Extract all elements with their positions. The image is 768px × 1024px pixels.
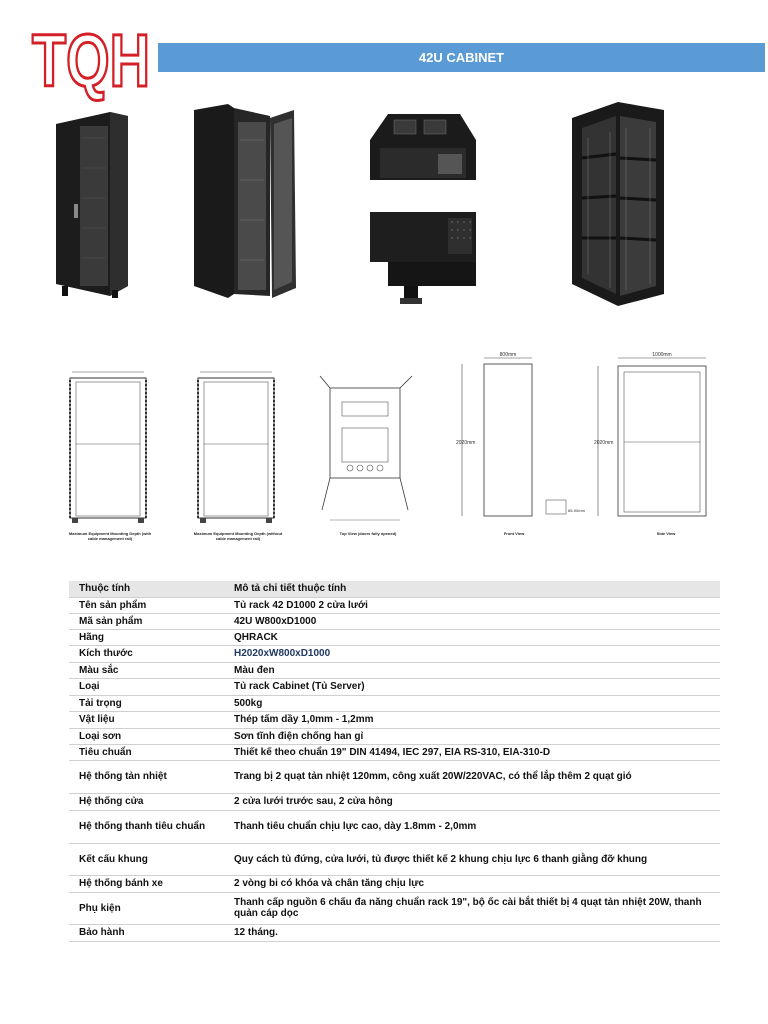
header-attribute: Thuộc tính [69, 581, 224, 597]
attr-label: Phụ kiện [69, 892, 224, 924]
attr-label: Kết cấu khung [69, 843, 224, 875]
caption-with-rail: Maximum Equipment Mounting Depth (with cable management rail) [68, 531, 152, 541]
dim-width-label: 800mm [499, 352, 517, 358]
attr-value: Quy cách tủ đứng, cửa lưới, tủ được thiết kế 2 khung chịu lực 6 thanh giằng đỡ khung [224, 843, 720, 875]
table-row [69, 810, 720, 843]
attr-label: Tiêu chuẩn [69, 744, 224, 760]
attr-value: Thanh cấp nguồn 6 chấu đa năng chuẩn rack 19", bộ ốc cài bắt thiết bị 4 quạt tản nhiệt 20W, thanh quản cáp dọc [224, 892, 720, 924]
attr-label: Hệ thống thanh tiêu chuẩn [69, 810, 224, 843]
dim-depth-label: 1000mm [652, 352, 672, 358]
attr-value: 12 tháng. [224, 924, 720, 941]
dim-height2-label: 2020mm [594, 440, 614, 446]
attr-value: QHRACK [224, 629, 720, 645]
attr-value: 42U W800xD1000 [224, 613, 720, 629]
attr-value: Tủ rack Cabinet (Tủ Server) [224, 678, 720, 695]
table-row [69, 645, 720, 662]
front-drawing-with-rail [62, 368, 156, 526]
caption-without-rail: Maximum Equipment Mounting Depth (without cable management rail) [193, 531, 283, 541]
table-row [69, 760, 720, 793]
table-row [69, 695, 720, 711]
table-row [69, 678, 720, 695]
table-row [69, 744, 720, 760]
attr-value: Thép tấm dầy 1,0mm - 1,2mm [224, 711, 720, 728]
attr-value: 500kg [224, 695, 720, 711]
spec-table [69, 581, 720, 942]
attr-value: 2 cửa lưới trước sau, 2 cửa hông [224, 793, 720, 810]
dim-height-label: 2020mm [456, 440, 476, 446]
attr-label: Vật liệu [69, 711, 224, 728]
page-title: 42U CABINET [418, 50, 505, 65]
attr-label: Hệ thống bánh xe [69, 875, 224, 892]
cabinet-foot-detail-photo [368, 210, 478, 310]
front-drawing-without-rail [190, 368, 284, 526]
cabinet-frame-photo [568, 98, 668, 310]
attr-label: Hệ thống tản nhiệt [69, 760, 224, 793]
caption-side-view: Side View [656, 531, 676, 536]
table-row [69, 597, 720, 613]
attr-label: Màu sắc [69, 662, 224, 678]
attr-value: 2 vòng bi có khóa và chân tăng chịu lực [224, 875, 720, 892]
table-row [69, 613, 720, 629]
table-row [69, 875, 720, 892]
attr-value: Sơn tĩnh điện chống han gỉ [224, 728, 720, 744]
table-row [69, 728, 720, 744]
attr-label: Hệ thống cửa [69, 793, 224, 810]
attr-value: Trang bị 2 quạt tản nhiệt 120mm, công xuất 20W/220VAC, có thể lắp thêm 2 quạt gió [224, 760, 720, 793]
table-row [69, 629, 720, 645]
table-row [69, 892, 720, 924]
attr-label: Loại sơn [69, 728, 224, 744]
table-row [69, 662, 720, 678]
logo-text: TQH [32, 19, 150, 102]
tqh-logo [30, 19, 152, 102]
cabinet-photo-closed [50, 108, 132, 300]
attr-label: Kích thước [69, 645, 224, 662]
attr-label: Mã sản phẩm [69, 613, 224, 629]
table-row [69, 924, 720, 941]
dim-small-label: 85-90mm [568, 508, 585, 513]
attr-value: H2020xW800xD1000 [224, 645, 720, 662]
table-header-row [69, 581, 720, 597]
table-row [69, 711, 720, 728]
front-view-dimension-drawing [454, 352, 585, 530]
caption-top-view: Top View (doors fully opened) [339, 531, 397, 536]
attr-value: Màu đen [224, 662, 720, 678]
attr-value: Thanh tiêu chuẩn chịu lực cao, dày 1.8mm - 2,0mm [224, 810, 720, 843]
table-row [69, 793, 720, 810]
table-row [69, 843, 720, 875]
caption-front-view: Front View [503, 531, 525, 536]
attr-value: Thiết kế theo chuẩn 19" DIN 41494, IEC 297, EIA RS-310, EIA-310-D [224, 744, 720, 760]
attr-label: Bảo hành [69, 924, 224, 941]
attr-value: Tủ rack 42 D1000 2 cửa lưới [224, 597, 720, 613]
cabinet-top-detail-photo [368, 110, 478, 182]
attr-label: Tên sản phẩm [69, 597, 224, 613]
attr-label: Hãng [69, 629, 224, 645]
attr-label: Loại [69, 678, 224, 695]
page-title-banner [158, 43, 765, 72]
side-view-dimension-drawing [592, 352, 720, 530]
header-description: Mô tả chi tiết thuộc tính [224, 581, 720, 597]
top-view-drawing [318, 372, 418, 524]
cabinet-photo-open [188, 100, 300, 302]
attr-label: Tải trọng [69, 695, 224, 711]
